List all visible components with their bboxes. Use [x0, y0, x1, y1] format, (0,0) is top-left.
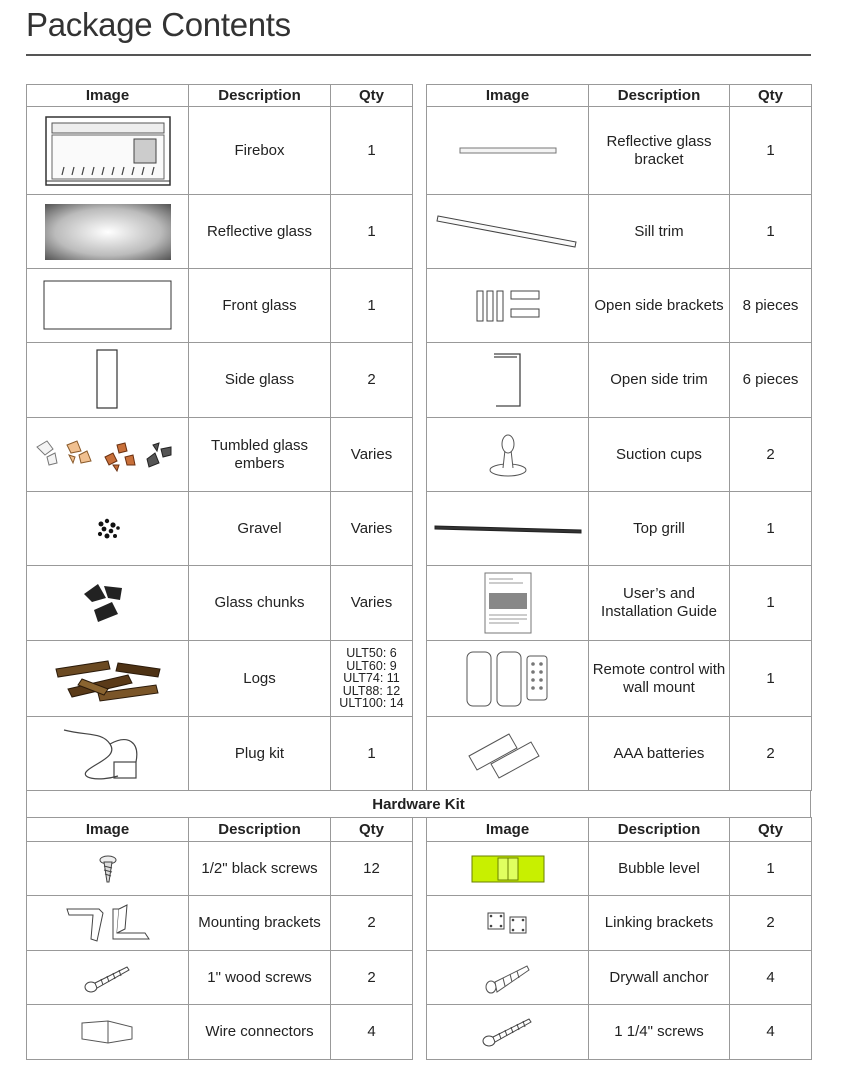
image-header: Image — [427, 818, 589, 842]
logs-icon — [27, 641, 189, 717]
glass-chunks-icon — [27, 566, 189, 641]
table-row — [427, 343, 812, 418]
description-cell: Bubble level — [589, 842, 730, 896]
table-row — [27, 269, 413, 343]
description-cell: Logs — [189, 641, 331, 717]
description-cell: 1/2" black screws — [189, 842, 331, 896]
description-cell: Remote control with wall mount — [589, 641, 730, 717]
description-cell: Mounting brackets — [189, 896, 331, 951]
description-cell: Open side brackets — [589, 269, 730, 343]
qty-line: ULT88: 12 — [342, 683, 401, 698]
table-row — [427, 107, 812, 195]
plug-kit-icon — [27, 717, 189, 791]
qty-cell: 1 — [730, 842, 812, 896]
qty-cell: 4 — [730, 1005, 812, 1060]
table-row — [427, 195, 812, 269]
qty-cell: 2 — [730, 717, 812, 791]
description-cell: Top grill — [589, 492, 730, 566]
top-grill-icon — [427, 492, 589, 566]
qty-cell: 1 — [331, 717, 413, 791]
table-row — [427, 641, 812, 717]
qty-cell: Varies — [331, 492, 413, 566]
front-glass-icon — [27, 269, 189, 343]
qty-cell: 2 — [730, 418, 812, 492]
description-cell: Sill trim — [589, 195, 730, 269]
aaa-batteries-icon — [427, 717, 589, 791]
mounting-brackets-icon — [27, 896, 189, 951]
firebox-icon — [27, 107, 189, 195]
qty-cell: 1 — [331, 269, 413, 343]
image-header: Image — [27, 818, 189, 842]
description-cell: Firebox — [189, 107, 331, 195]
table-row — [27, 951, 413, 1005]
description-header: Description — [589, 85, 730, 107]
hardware-kit-title: Hardware Kit — [26, 790, 811, 818]
table-row — [27, 842, 413, 896]
description-cell: Glass chunks — [189, 566, 331, 641]
description-cell: 1 1/4" screws — [589, 1005, 730, 1060]
table-row — [27, 896, 413, 951]
table-row — [27, 641, 413, 717]
qty-line: ULT50: 6 — [346, 646, 397, 661]
description-cell: Reflective glass bracket — [589, 107, 730, 195]
qty-cell: 2 — [331, 343, 413, 418]
open-side-brackets-icon — [427, 269, 589, 343]
hardware-left-table — [26, 817, 413, 1060]
description-cell: Plug kit — [189, 717, 331, 791]
qty-line: ULT60: 9 — [346, 658, 397, 673]
qty-header: Qty — [331, 85, 413, 107]
qty-line: ULT74: 11 — [343, 671, 400, 686]
reflective-glass-icon — [27, 195, 189, 269]
table-row — [427, 896, 812, 951]
qty-cell: 6 pieces — [730, 343, 812, 418]
qty-cell: 2 — [331, 896, 413, 951]
side-glass-icon — [27, 343, 189, 418]
description-cell: Front glass — [189, 269, 331, 343]
description-cell: Reflective glass — [189, 195, 331, 269]
table-row — [427, 418, 812, 492]
description-cell: Wire connectors — [189, 1005, 331, 1060]
table-row — [427, 492, 812, 566]
qty-cell: Varies — [331, 418, 413, 492]
description-header: Description — [189, 85, 331, 107]
qty-header: Qty — [730, 85, 812, 107]
suction-cups-icon — [427, 418, 589, 492]
qty-header: Qty — [331, 818, 413, 842]
description-cell: Suction cups — [589, 418, 730, 492]
sill-trim-icon — [427, 195, 589, 269]
description-cell: AAA batteries — [589, 717, 730, 791]
qty-cell: 1 — [730, 641, 812, 717]
description-cell: Gravel — [189, 492, 331, 566]
drywall-anchor-icon — [427, 951, 589, 1005]
table-row — [427, 717, 812, 791]
qty-cell — [331, 641, 413, 717]
remote-control-icon — [427, 641, 589, 717]
bubble-level-icon — [427, 842, 589, 896]
table-row — [27, 343, 413, 418]
qty-cell: 4 — [730, 951, 812, 1005]
qty-cell: 1 — [331, 195, 413, 269]
qty-cell: 1 — [730, 195, 812, 269]
open-side-trim-icon — [427, 343, 589, 418]
description-cell: Open side trim — [589, 343, 730, 418]
qty-cell: Varies — [331, 566, 413, 641]
wire-connector-icon — [27, 1005, 189, 1060]
qty-line: ULT100: 14 — [339, 696, 404, 711]
table-row — [427, 566, 812, 641]
description-cell: Side glass — [189, 343, 331, 418]
table-row — [27, 566, 413, 641]
description-header: Description — [589, 818, 730, 842]
linking-brackets-icon — [427, 896, 589, 951]
qty-header: Qty — [730, 818, 812, 842]
hardware-right-table — [426, 817, 812, 1060]
table-row — [27, 1005, 413, 1060]
qty-cell: 1 — [730, 566, 812, 641]
description-cell: Tumbled glass embers — [189, 418, 331, 492]
gravel-icon — [27, 492, 189, 566]
image-header: Image — [427, 85, 589, 107]
table-row — [427, 269, 812, 343]
qty-cell: 12 — [331, 842, 413, 896]
qty-cell: 1 — [730, 107, 812, 195]
wood-screw-icon — [27, 951, 189, 1005]
table-row — [427, 951, 812, 1005]
qty-cell: 2 — [730, 896, 812, 951]
table-row — [27, 107, 413, 195]
screw-1-25-icon — [427, 1005, 589, 1060]
qty-cell: 2 — [331, 951, 413, 1005]
description-cell: Linking brackets — [589, 896, 730, 951]
description-cell: User’s and Installation Guide — [589, 566, 730, 641]
table-row — [27, 195, 413, 269]
user-guide-icon — [427, 566, 589, 641]
description-cell: 1" wood screws — [189, 951, 331, 1005]
table-row — [427, 1005, 812, 1060]
image-header: Image — [27, 85, 189, 107]
left-contents-table — [26, 84, 413, 791]
table-row — [427, 842, 812, 896]
tumbled-glass-embers-icon — [27, 418, 189, 492]
title-divider — [26, 54, 811, 56]
right-contents-table — [426, 84, 812, 791]
reflective-glass-bracket-icon — [427, 107, 589, 195]
qty-cell: 1 — [730, 492, 812, 566]
description-cell: Drywall anchor — [589, 951, 730, 1005]
table-row — [27, 717, 413, 791]
qty-cell: 1 — [331, 107, 413, 195]
table-row — [27, 418, 413, 492]
page-title: Package Contents — [26, 6, 291, 43]
description-header: Description — [189, 818, 331, 842]
table-row — [27, 492, 413, 566]
qty-cell: 4 — [331, 1005, 413, 1060]
black-screw-icon — [27, 842, 189, 896]
qty-cell: 8 pieces — [730, 269, 812, 343]
